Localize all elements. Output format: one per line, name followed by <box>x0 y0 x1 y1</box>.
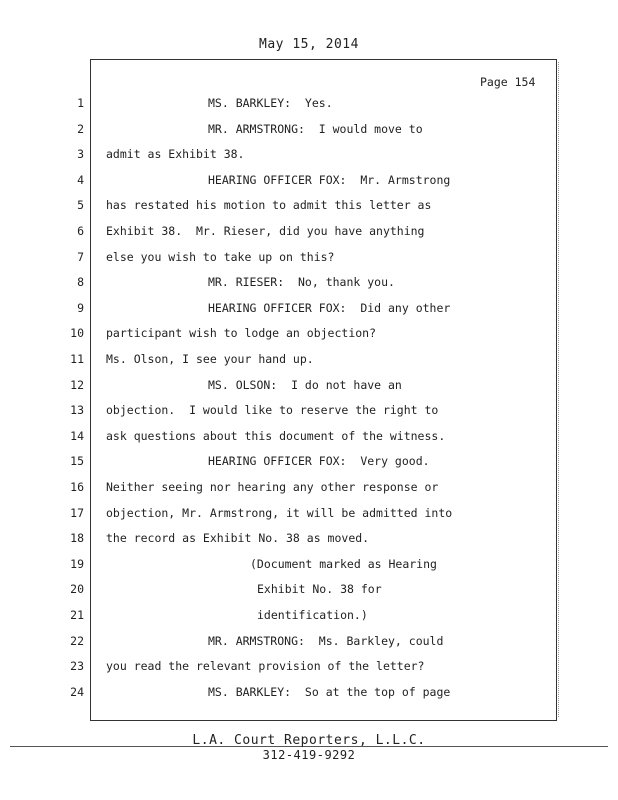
transcript-line-text: admit as Exhibit 38. <box>106 147 245 162</box>
line-number: 7 <box>77 249 84 264</box>
line-number: 1 <box>77 96 84 110</box>
line-number: 2 <box>77 121 84 136</box>
transcript-line-text: has restated his motion to admit this letter as <box>106 198 432 213</box>
transcript-line-text: MR. RIESER: No, thank you. <box>208 275 395 290</box>
line-number: 16 <box>70 480 84 494</box>
line-number: 18 <box>70 531 84 546</box>
line-number: 4 <box>77 172 84 187</box>
transcript-line-text: objection. I would like to reserve the right to <box>106 403 439 418</box>
line-number: 20 <box>70 582 84 597</box>
transcript-line-text: Ms. Olson, I see your hand up. <box>106 352 314 366</box>
transcript-line-text: HEARING OFFICER FOX: Mr. Armstrong <box>208 172 451 187</box>
transcript-line-text: objection, Mr. Armstrong, it will be admitted into <box>106 505 453 520</box>
line-number: 12 <box>70 377 84 392</box>
page-number: Page 154 <box>480 75 536 89</box>
transcript-line-text: MR. ARMSTRONG: I would move to <box>208 121 423 136</box>
transcript-line-text: (Document marked as Hearing <box>250 556 437 571</box>
transcript-line-text: ask questions about this document of the witness. <box>106 428 446 443</box>
transcript-line-text: MS. BARKLEY: So at the top of page <box>208 684 451 699</box>
line-number: 23 <box>70 659 84 674</box>
transcript-line-text: participant wish to lodge an objection? <box>106 326 377 341</box>
footer-company: L.A. Court Reporters, L.L.C. <box>192 733 426 748</box>
line-number: 19 <box>70 556 84 571</box>
line-number: 11 <box>70 352 84 366</box>
footer-phone: 312-419-9292 <box>262 748 356 762</box>
transcript-line-text: else you wish to take up on this? <box>106 249 335 264</box>
line-number: 6 <box>77 224 84 238</box>
transcript-line-text: MR. ARMSTRONG: Ms. Barkley, could <box>208 633 444 648</box>
line-number: 9 <box>77 300 84 315</box>
line-number: 8 <box>77 275 84 290</box>
line-number: 13 <box>70 403 84 418</box>
transcript-line-text: MS. OLSON: I do not have an <box>208 377 402 392</box>
right-margin-ticks <box>558 62 559 717</box>
transcript-line-text: you read the relevant provision of the letter? <box>106 659 425 674</box>
line-number: 5 <box>77 198 84 213</box>
transcript-line-text: identification.) <box>257 608 368 622</box>
transcript-line-text: Neither seeing nor hearing any other response or <box>106 480 439 494</box>
line-number: 21 <box>70 608 84 622</box>
transcript-line-text: HEARING OFFICER FOX: Very good. <box>208 454 430 469</box>
line-number: 17 <box>70 505 84 520</box>
line-number: 10 <box>70 326 84 341</box>
transcript-line-text: HEARING OFFICER FOX: Did any other <box>208 300 451 315</box>
line-number: 15 <box>70 454 84 469</box>
transcript-line-text: Exhibit 38. Mr. Rieser, did you have anything <box>106 224 425 238</box>
transcript-line-text: Exhibit No. 38 for <box>257 582 382 597</box>
transcript-line-text: the record as Exhibit No. 38 as moved. <box>106 531 370 546</box>
line-number: 24 <box>70 684 84 699</box>
transcript-line-text: MS. BARKLEY: Yes. <box>208 96 333 110</box>
line-number: 3 <box>77 147 84 162</box>
line-number: 14 <box>70 428 84 443</box>
line-number: 22 <box>70 633 84 648</box>
header-date: May 15, 2014 <box>259 37 359 52</box>
